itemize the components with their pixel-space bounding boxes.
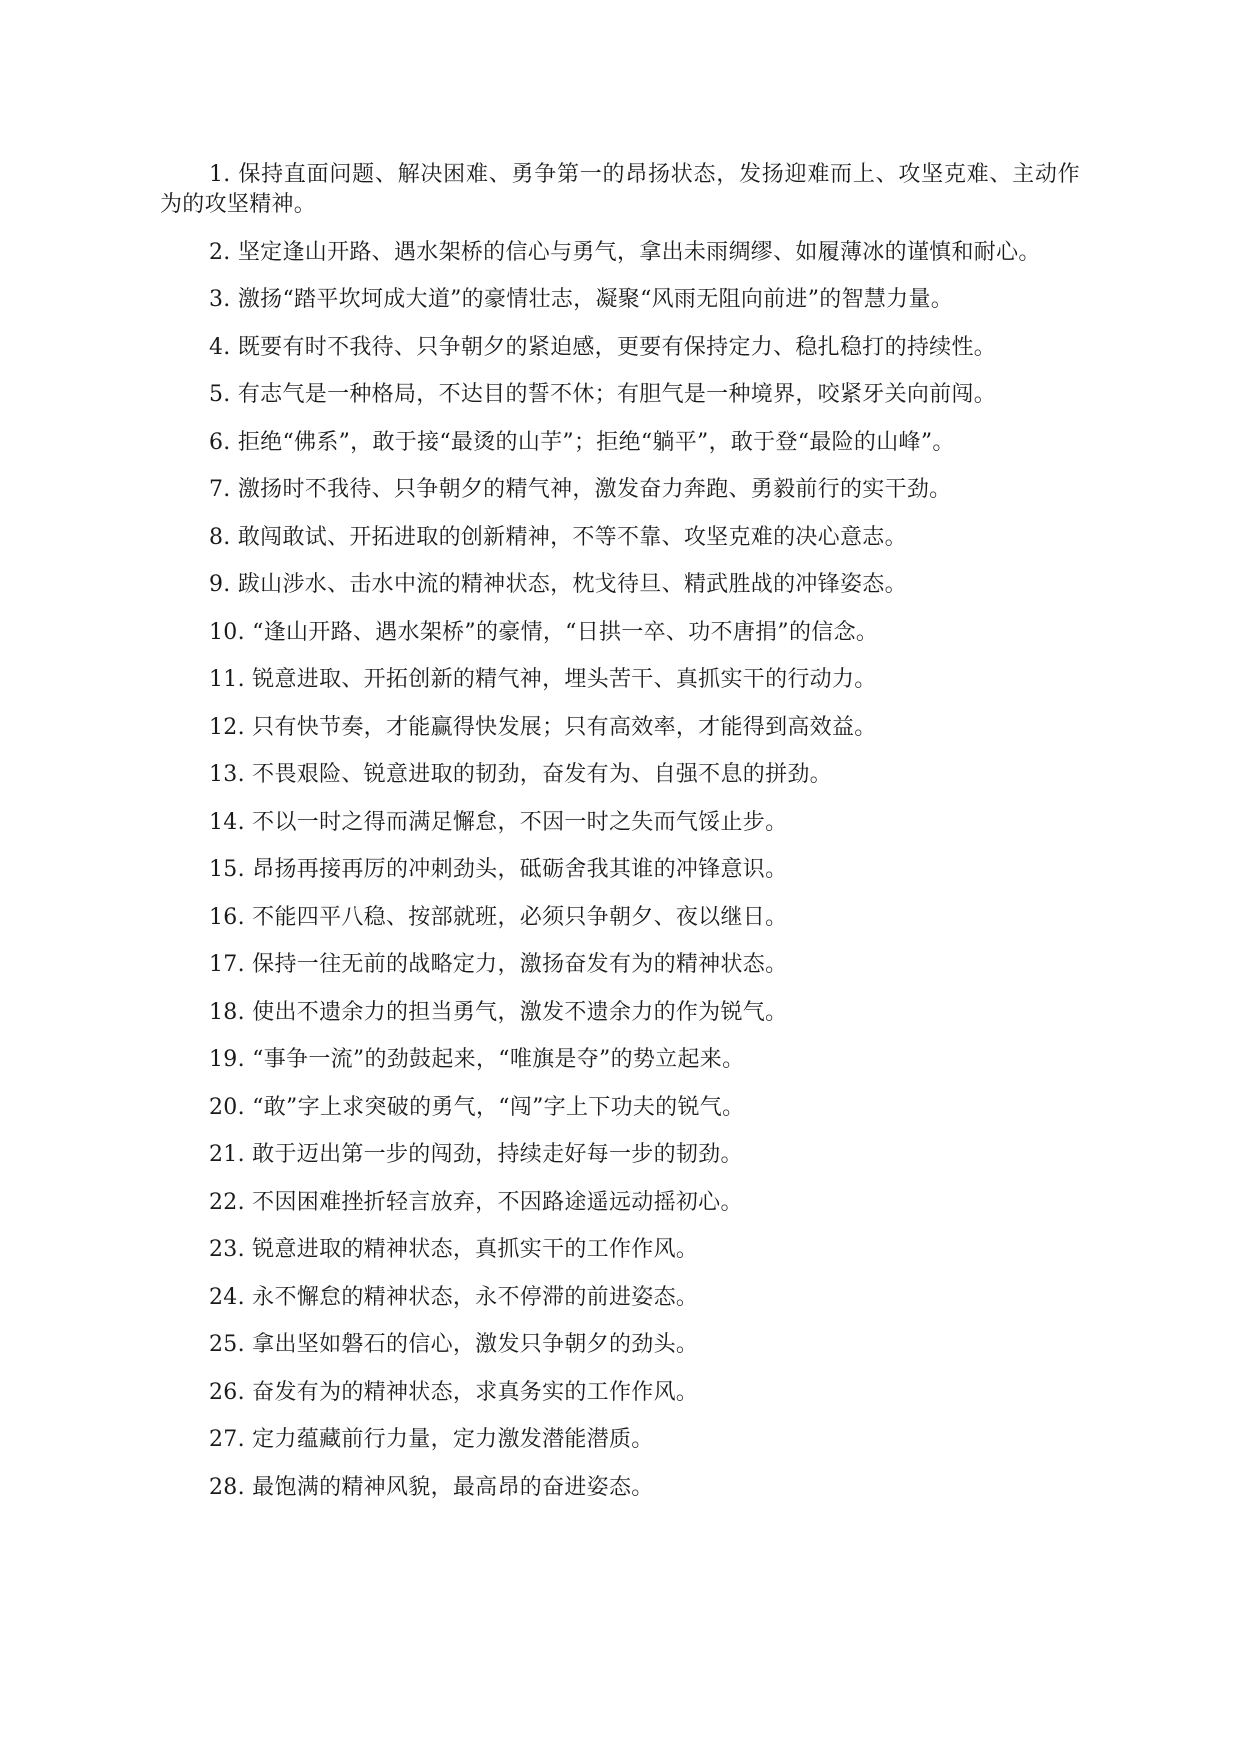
list-item: 19. “事争一流”的劲鼓起来，“唯旗是夺”的势立起来。 xyxy=(209,1047,745,1072)
list-item: 15. 昂扬再接再厉的冲刺劲头，砥砺舍我其谁的冲锋意识。 xyxy=(209,857,788,882)
list-item: 21. 敢于迈出第一步的闯劲，持续走好每一步的韧劲。 xyxy=(209,1142,743,1167)
list-item: 10. “逢山开路、遇水架桥”的豪情，“日拱一卒、功不唐捐”的信念。 xyxy=(209,619,879,645)
list-item: 2. 坚定逢山开路、遇水架桥的信心与勇气，拿出未雨绸缪、如履薄冰的谨慎和耐心。 xyxy=(209,239,1041,265)
list-item: 1. 保持直面问题、解决困难、勇争第一的昂扬状态，发扬迎难而上、攻坚克难、主动作为的攻坚精神。 xyxy=(160,162,1080,217)
list-item: 25. 拿出坚如磐石的信心，激发只争朝夕的劲头。 xyxy=(209,1332,699,1357)
list-item: 4. 既要有时不我待、只争朝夕的紧迫感，更要有保持定力、稳扎稳打的持续性。 xyxy=(209,334,997,360)
list-item: 14. 不以一时之得而满足懈怠，不因一时之失而气馁止步。 xyxy=(209,809,788,835)
list-item: 23. 锐意进取的精神状态，真抓实干的工作作风。 xyxy=(209,1237,699,1262)
list-item: 12. 只有快节奏，才能赢得快发展；只有高效率，才能得到高效益。 xyxy=(209,714,877,740)
list-item: 22. 不因困难挫折轻言放弃，不因路途遥远动摇初心。 xyxy=(209,1189,743,1215)
list-item: 28. 最饱满的精神风貌，最高昂的奋进姿态。 xyxy=(209,1474,654,1500)
list-item: 13. 不畏艰险、锐意进取的韧劲，奋发有为、自强不息的拼劲。 xyxy=(209,762,832,787)
document-page xyxy=(160,160,1080,1520)
list-item: 6. 拒绝“佛系”，敢于接“最烫的山芋”；拒绝“躺平”，敢于登“最险的山峰”。 xyxy=(209,429,955,455)
list-item: 9. 跋山涉水、击水中流的精神状态，枕戈待旦、精武胜战的冲锋姿态。 xyxy=(209,572,907,597)
list-item: 20. “敢”字上求突破的勇气，“闯”字上下功夫的锐气。 xyxy=(209,1094,745,1120)
list-item: 3. 激扬“踏平坎坷成大道”的豪情壮志，凝聚“风雨无阻向前进”的智慧力量。 xyxy=(209,287,954,312)
list-item: 17. 保持一往无前的战略定力，激扬奋发有为的精神状态。 xyxy=(209,952,788,977)
list-item: 8. 敢闯敢试、开拓进取的创新精神，不等不靠、攻坚克难的决心意志。 xyxy=(209,524,907,550)
list-item: 26. 奋发有为的精神状态，求真务实的工作作风。 xyxy=(209,1379,699,1405)
list-item: 16. 不能四平八稳、按部就班，必须只争朝夕、夜以继日。 xyxy=(209,904,788,930)
list-item: 11. 锐意进取、开拓创新的精气神，埋头苦干、真抓实干的行动力。 xyxy=(209,667,877,692)
list-item: 24. 永不懈怠的精神状态，永不停滞的前进姿态。 xyxy=(209,1284,699,1310)
list-item: 7. 激扬时不我待、只争朝夕的精气神，激发奋力奔跑、勇毅前行的实干劲。 xyxy=(209,477,952,502)
list-item: 5. 有志气是一种格局，不达目的誓不休；有胆气是一种境界，咬紧牙关向前闯。 xyxy=(209,382,997,407)
list-item: 18. 使出不遗余力的担当勇气，激发不遗余力的作为锐气。 xyxy=(209,999,788,1025)
list-item: 27. 定力蕴藏前行力量，定力激发潜能潜质。 xyxy=(209,1427,654,1452)
